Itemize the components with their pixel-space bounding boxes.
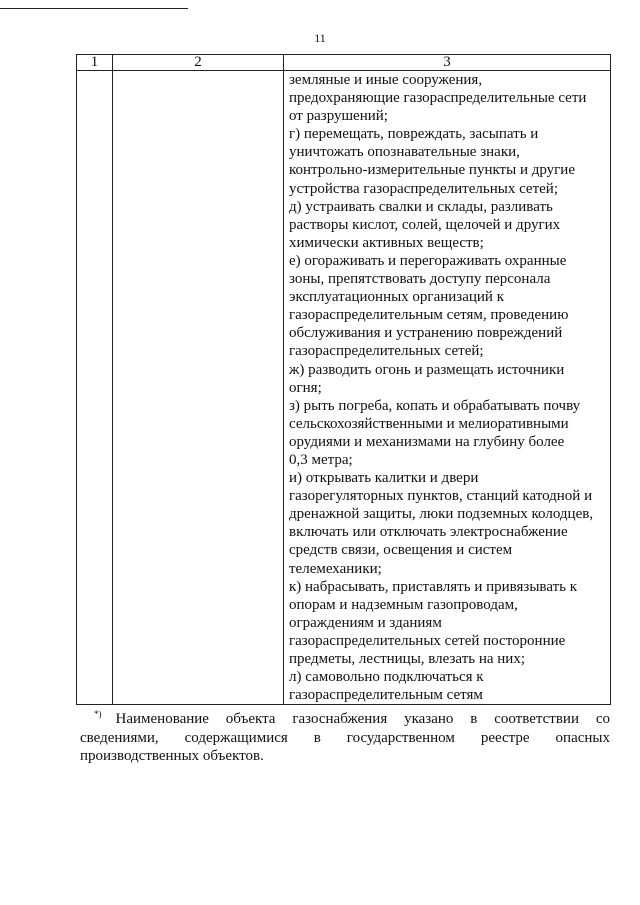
- footnote-line: производственных объектов.: [80, 748, 264, 764]
- text-line: газорегуляторных пунктов, станций катодной и: [289, 488, 593, 505]
- footnote: [80, 705, 610, 766]
- text-line: обслуживания и устранению повреждений: [289, 325, 563, 342]
- column-1-cell: [77, 71, 113, 705]
- text-line: огня;: [289, 379, 322, 396]
- text-line: предохраняющие газораспределительные сети: [289, 90, 587, 107]
- table-row: [77, 71, 611, 705]
- text-line: з) рыть погреба, копать и обрабатывать почву: [289, 397, 581, 414]
- text-line: и) открывать калитки и двери: [289, 470, 479, 487]
- column-header-3: 3: [284, 55, 611, 71]
- text-line: химически активных веществ;: [289, 234, 484, 251]
- column-2-cell: [113, 71, 284, 705]
- text-line: д) устраивать свалки и склады, разливать: [289, 198, 553, 215]
- table-header-row: [77, 55, 611, 71]
- text-line: устройства газораспределительных сетей;: [289, 180, 558, 197]
- text-line: от разрушений;: [289, 108, 388, 125]
- text-line: эксплуатационных организаций к: [289, 289, 504, 306]
- text-line: включать или отключать электроснабжение: [289, 524, 568, 541]
- footnote-line: сведениями, содержащимися в государственном реестре опасных: [80, 729, 610, 746]
- column-header-1: 1: [77, 55, 113, 71]
- footnote-marker: *): [94, 709, 102, 719]
- text-line: л) самовольно подключаться к: [289, 669, 484, 686]
- text-line: опорам и надземным газопроводам,: [289, 596, 518, 613]
- text-line: г) перемещать, повреждать, засыпать и: [289, 126, 539, 143]
- text-line: орудиями и механизмами на глубину более: [289, 433, 565, 450]
- text-line: сельскохозяйственными и мелиоративными: [289, 415, 569, 432]
- column-header-2: 2: [113, 55, 284, 71]
- page-number: 11: [314, 31, 326, 45]
- text-line: дренажной защиты, люки подземных колодцев,: [289, 506, 594, 523]
- footnote-line: [80, 705, 610, 729]
- text-line: к) набрасывать, приставлять и привязывать к: [289, 578, 578, 595]
- text-line: предметы, лестницы, влезать на них;: [289, 651, 526, 667]
- text-line: газораспределительным сетям, проведению: [289, 307, 569, 324]
- text-line: газораспределительным сетям: [289, 687, 483, 704]
- column-3-cell: [284, 71, 611, 705]
- footnote-text: Наименование объекта газоснабжения указано в соответствии со: [115, 711, 610, 727]
- text-line: газораспределительных сетей;: [289, 343, 484, 360]
- text-line: земляные и иные сооружения,: [289, 72, 483, 88]
- text-line: ж) разводить огонь и размещать источники: [289, 361, 565, 378]
- text-line: средств связи, освещения и систем: [289, 542, 513, 559]
- text-line: 0,3 метра;: [289, 451, 353, 468]
- text-line: ограждениям и зданиям: [289, 614, 442, 631]
- text-line: растворы кислот, солей, щелочей и других: [289, 216, 561, 233]
- text-line: телемеханики;: [289, 560, 382, 577]
- text-line: уничтожать опознавательные знаки,: [289, 144, 520, 161]
- header-rule: [0, 8, 188, 9]
- text-line: зоны, препятствовать доступу персонала: [289, 271, 551, 288]
- regulation-table: [76, 54, 611, 705]
- text-line: контрольно-измерительные пункты и другие: [289, 162, 575, 179]
- text-line: газораспределительных сетей посторонние: [289, 632, 566, 649]
- text-line: е) огораживать и перегораживать охранные: [289, 252, 567, 269]
